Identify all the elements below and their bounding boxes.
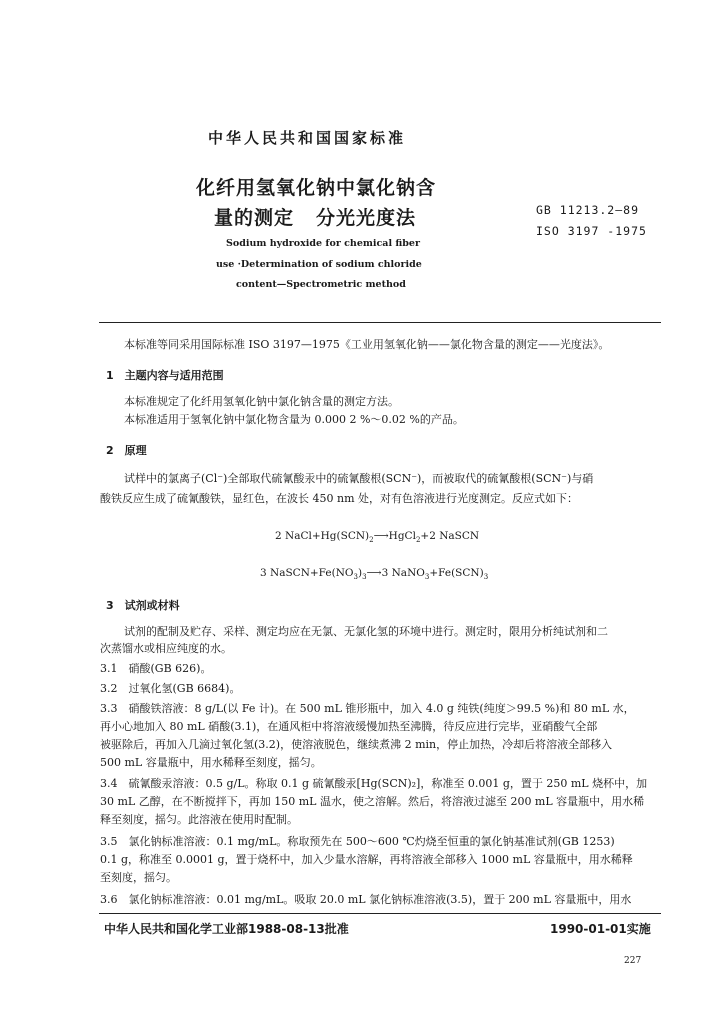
clause-3-6-line1: 3.6 氯化钠标准溶液：0.01 mg/mL。吸取 20.0 mL 氯化钠标准溶液(3.5)，置于 200 mL 容量瓶中，用水 [100, 893, 632, 906]
section-1-para-1: 本标准规定了化纤用氢氧化钠中氯化钠含量的测定方法。 [124, 395, 399, 408]
intro-paragraph: 本标准等同采用国际标准 ISO 3197—1975《工业用氢氧化钠——氯化物含量的测定——光度法》。 [124, 338, 610, 351]
section-3-para-line2: 次蒸馏水或相应纯度的水。 [100, 642, 232, 655]
clause-3-5-line1: 3.5 氯化钠标准溶液：0.1 mg/mL。称取预先在 500～600 ℃灼烧至恒重的氯化钠基准试剂(GB 1253) [100, 835, 615, 848]
standard-code-gb: GB 11213.2—89 [536, 203, 640, 217]
section-3-heading: 3 试剂或材料 [106, 599, 180, 612]
clause-3-3-line2: 再小心地加入 80 mL 硝酸(3.1)，在通风柜中将溶液缓慢加热至沸腾，待反应进行完毕，亚硝酸气全部 [100, 720, 598, 733]
clause-3-2: 3.2 过氧化氢(GB 6684)。 [100, 682, 241, 695]
section-3-para-line1: 试剂的配制及贮存、采样、测定均应在无氯、无氯化氢的环境中进行。测定时，限用分析纯试剂和二 [124, 625, 608, 638]
section-1-para-2: 本标准适用于氢氧化钠中氯化物含量为 0.000 2 %～0.02 %的产品。 [124, 413, 464, 426]
title-cn-line2-part1: 量的测定 [214, 207, 295, 229]
standard-header: 中华人民共和国国家标准 [208, 129, 407, 147]
header-rule [99, 322, 661, 323]
title-en-line1: Sodium hydroxide for chemical fiber [226, 238, 420, 249]
implementation-date: 1990-01-01实施 [550, 922, 651, 936]
title-cn-line2 [214, 203, 416, 230]
page-number: 227 [624, 956, 642, 966]
clause-3-4-line1: 3.4 硫氰酸汞溶液：0.5 g/L。称取 0.1 g 硫氰酸汞[Hg(SCN)₂]，称准至 0.001 g，置于 250 mL 烧杯中，加 [100, 777, 648, 790]
clause-3-1: 3.1 硝酸(GB 626)。 [100, 662, 212, 675]
section-1-heading: 1 主题内容与适用范围 [106, 369, 224, 382]
title-en-line3: content—Spectrometric method [236, 279, 406, 290]
title-cn-line1: 化纤用氢氧化钠中氯化钠含 [196, 177, 437, 199]
clause-3-3-line4: 500 mL 容量瓶中，用水稀释至刻度，摇匀。 [100, 756, 322, 769]
section-2-heading: 2 原理 [106, 444, 147, 457]
clause-3-5-line2: 0.1 g，称准至 0.0001 g，置于烧杯中，加入少量水溶解，再将溶液全部移入 1000 mL 容量瓶中，用水稀释 [100, 853, 633, 866]
clause-3-4-line3: 释至刻度，摇匀。此溶液在使用时配制。 [100, 813, 298, 826]
title-en-line2: use ·Determination of sodium chloride [216, 259, 422, 270]
section-2-para-line1: 试样中的氯离子(Cl⁻)全部取代硫氰酸汞中的硫氰酸根(SCN⁻)，而被取代的硫氰酸根(SCN⁻)与硝 [124, 472, 594, 485]
reaction-equation-1: 2 $NaCl+Hg(SCN)_2⟶HgCl_2+2$ NaSCN [275, 530, 480, 545]
section-2-para-line2: 酸铁反应生成了硫氰酸铁，显红色，在波长 450 nm 处，对有色溶液进行光度测定。反应式如下： [100, 492, 578, 505]
reaction-equation-2: 3 $NaSCN+Fe(NO_3)_3⟶3$ $NaNO_3+Fe(SCN)_3$ [260, 567, 489, 582]
clause-3-3-line1: 3.3 硝酸铁溶液：8 g/L(以 Fe 计)。在 500 mL 锥形瓶中，加入 4.0 g 纯铁(纯度＞99.5 %)和 80 mL 水， [100, 702, 635, 715]
title-cn-line2-part2: 分光光度法 [316, 207, 417, 229]
clause-3-3-line3: 被驱除后，再加入几滴过氧化氢(3.2)，使溶液脱色，继续煮沸 2 min，停止加热，冷却后将溶液全部移入 [100, 738, 613, 751]
approval-note: 中华人民共和国化学工业部1988-08-13批准 [104, 922, 349, 936]
clause-3-4-line2: 30 mL 乙醇，在不断搅拌下，再加 150 mL 温水，使之溶解。然后，将溶液过滤至 200 mL 容量瓶中，用水稀 [100, 795, 645, 808]
clause-3-5-line3: 至刻度，摇匀。 [100, 871, 177, 884]
standard-code-iso: ISO 3197 -1975 [536, 224, 647, 238]
footer-rule [99, 913, 661, 914]
